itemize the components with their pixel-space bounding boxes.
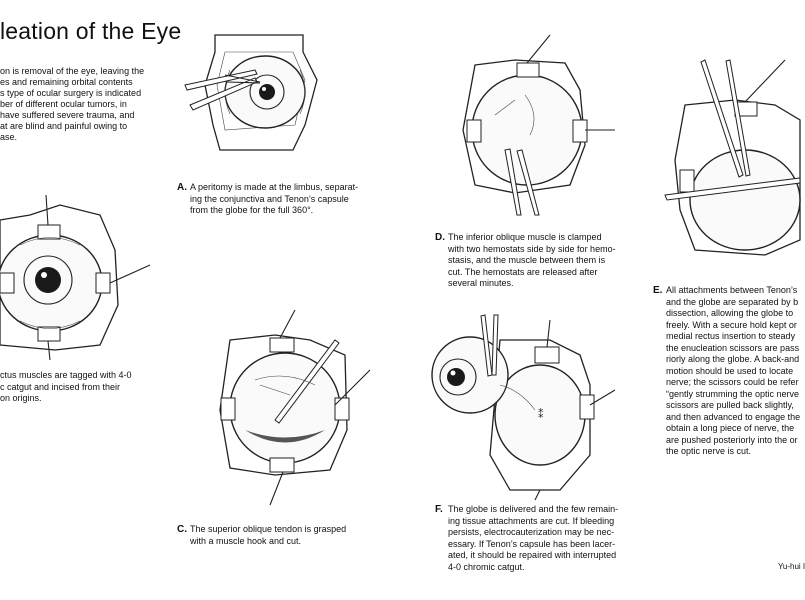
intro-line: es and remaining orbital contents xyxy=(0,77,133,87)
caption-letter: A. xyxy=(177,182,187,193)
illustration-f xyxy=(430,315,615,500)
intro-line: at are blind and painful owing to xyxy=(0,121,128,131)
intro-line: have suffered severe trauma, and xyxy=(0,110,135,120)
caption-line: c catgut and incised from their xyxy=(0,381,121,392)
caption-line: ing tissue attachments are cut. If bleeding xyxy=(448,515,615,526)
svg-text:⁑: ⁑ xyxy=(538,408,544,421)
caption-line: and then advanced to engage the xyxy=(666,411,801,422)
caption-d xyxy=(435,232,616,290)
caption-letter: C. xyxy=(177,524,187,535)
caption-line: obtain a long piece of nerve, the xyxy=(666,423,795,433)
intro-line: on is removal of the eye, leaving the xyxy=(0,66,145,76)
illustration-e xyxy=(665,60,800,260)
caption-line: and the globe are separated by b xyxy=(666,296,799,307)
caption-line: scissors are pulled back slightly, xyxy=(666,400,794,410)
caption-line: with two hemostats side by side for hemo- xyxy=(448,243,616,254)
intro-line: ase. xyxy=(0,132,18,142)
caption-line: The superior oblique tendon is grasped xyxy=(190,524,347,534)
caption-line: from the globe for the full 360°. xyxy=(190,205,314,215)
caption-f xyxy=(435,504,619,573)
illustration-a xyxy=(185,30,345,160)
illustration-d xyxy=(455,35,615,215)
caption-line: 4-0 chromic catgut. xyxy=(448,561,525,572)
caption-line: freely. With a secure hold kept or xyxy=(666,319,797,330)
intro-line: ber of different ocular tumors, in xyxy=(0,99,127,109)
caption-line: with a muscle hook and cut. xyxy=(190,535,302,546)
intro-line: s type of ocular surgery is indicated xyxy=(0,88,142,98)
caption-line: motion should be used to locate xyxy=(666,365,794,376)
illustration-b xyxy=(0,195,150,360)
caption-line: on origins. xyxy=(0,393,42,403)
caption-line: “gently strumming the optic nerve xyxy=(666,388,800,399)
caption-line: stasis, and the muscle between them is xyxy=(448,255,606,265)
caption-line: The inferior oblique muscle is clamped xyxy=(448,232,602,242)
caption-line: ated, it should be repaired with interrupted xyxy=(448,550,617,560)
caption-line: the enucleation scissors are pass xyxy=(666,342,800,353)
caption-line: ing the conjunctiva and Tenon’s capsule xyxy=(190,193,349,204)
caption-letter: E. xyxy=(653,285,663,296)
caption-b xyxy=(0,370,132,405)
caption-line: the optic nerve is cut. xyxy=(666,446,752,456)
caption-line: are pushed posteriorly into the or xyxy=(666,434,798,445)
caption-line: dissection, allowing the globe to xyxy=(666,308,794,318)
caption-line: medial rectus insertion to steady xyxy=(666,331,796,341)
caption-letter: F. xyxy=(435,504,443,515)
illustration-c xyxy=(215,310,375,505)
caption-line: The globe is delivered and the few remain- xyxy=(448,504,619,514)
caption-a xyxy=(177,182,359,217)
caption-line: A peritomy is made at the limbus, separat- xyxy=(190,182,359,192)
caption-line: ctus muscles are tagged with 4-0 xyxy=(0,370,132,380)
caption-e xyxy=(653,285,801,458)
caption-line: nerve; the scissors could be refer xyxy=(666,377,799,387)
illustrator-credit: Yu-hui I xyxy=(778,562,805,571)
caption-line: riorly along the globe. A back-and xyxy=(666,354,800,364)
caption-line: essary. If Tenon’s capsule has been lacer- xyxy=(448,538,616,549)
intro-paragraph xyxy=(0,66,150,143)
caption-letter: D. xyxy=(435,232,445,243)
caption-line: All attachments between Tenon’s xyxy=(666,285,798,295)
caption-line: cut. The hemostats are released after xyxy=(448,266,598,277)
caption-line: several minutes. xyxy=(448,278,514,288)
caption-c xyxy=(177,524,347,547)
page-title: leation of the Eye xyxy=(0,18,182,44)
caption-line: persists, electrocauterization may be nec- xyxy=(448,527,615,537)
